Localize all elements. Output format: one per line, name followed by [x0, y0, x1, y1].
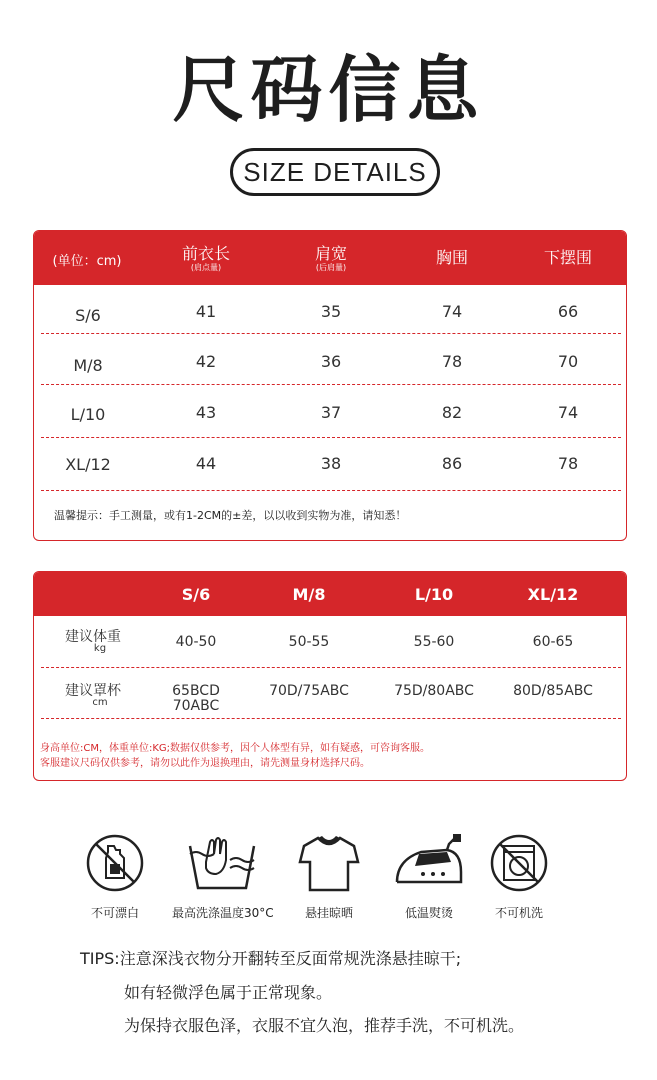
row-divider [41, 718, 621, 719]
value-cell: 36 [320, 352, 342, 371]
hang-dry-icon [296, 832, 362, 894]
value-cell: 74 [441, 302, 463, 321]
row-divider [41, 437, 621, 438]
size-cell: L/10 [70, 405, 106, 424]
column-header: 前衣长 (肩点量) [181, 244, 230, 272]
care-item: 不可机洗 [469, 832, 569, 921]
value-cell: 43 [195, 403, 217, 422]
tips-line: TIPS:注意深浅衣物分开翻转至反面常规洗涤悬挂晾干; [80, 949, 462, 968]
column-header: 胸围 [435, 248, 468, 267]
value-cell: 42 [195, 352, 217, 371]
value-cell: 65BCD 70ABC [172, 683, 220, 714]
value-cell: 66 [557, 302, 579, 321]
value-cell: 74 [557, 403, 579, 422]
row-divider [41, 333, 621, 334]
value-cell: 75D/80ABC [394, 683, 474, 699]
hand-wash-icon [184, 832, 260, 894]
value-cell: 37 [320, 403, 342, 422]
recommend-note: 身高单位:CM，体重单位:KG;数据仅供参考，因个人体型有异，如有疑惑，可咨询客服。 [40, 743, 431, 754]
tips-line: 为保持衣服色泽，衣服不宜久泡，推荐手洗，不可机洗。 [124, 1016, 525, 1035]
column-header: 肩宽 (后肩量) [314, 244, 347, 272]
value-cell: 35 [320, 302, 342, 321]
value-cell: 78 [557, 454, 579, 473]
value-cell: 78 [441, 352, 463, 371]
value-cell: 50-55 [288, 634, 330, 650]
row-label: 建议罩杯 cm [65, 683, 121, 708]
unit-label: (单位：cm) [52, 254, 122, 269]
value-cell: 40-50 [175, 634, 217, 650]
value-cell: 60-65 [532, 634, 574, 650]
size-header: S/6 [181, 585, 211, 604]
value-cell: 70D/75ABC [269, 683, 349, 699]
no-bleach-icon [84, 832, 146, 894]
row-divider [41, 490, 621, 491]
low-iron-icon [391, 832, 467, 894]
care-item: 最高洗涤温度30°C [172, 832, 272, 921]
size-table-header [34, 231, 626, 285]
tips-line: 如有轻微浮色属于正常现象。 [124, 983, 333, 1002]
size-header: L/10 [414, 585, 454, 604]
recommend-note: 客服建议尺码仅供参考，请勿以此作为退换理由，请先测量身材选择尺码。 [40, 758, 370, 769]
size-table [33, 230, 627, 541]
size-header: XL/12 [527, 585, 579, 604]
care-item: 悬挂晾晒 [279, 832, 379, 921]
column-header: 下摆围 [543, 248, 592, 267]
size-details-badge: SIZE DETAILS [230, 148, 440, 196]
size-header: M/8 [292, 585, 326, 604]
row-divider [41, 667, 621, 668]
recommend-table [33, 571, 627, 781]
value-cell: 70 [557, 352, 579, 371]
size-cell: M/8 [73, 356, 103, 375]
value-cell: 55-60 [413, 634, 455, 650]
no-machine-wash-icon [488, 832, 550, 894]
care-item: 低温熨烫 [379, 832, 479, 921]
value-cell: 86 [441, 454, 463, 473]
value-cell: 82 [441, 403, 463, 422]
value-cell: 80D/85ABC [513, 683, 593, 699]
value-cell: 41 [195, 302, 217, 321]
value-cell: 44 [195, 454, 217, 473]
size-cell: S/6 [75, 306, 101, 325]
measure-note: 温馨提示：手工测量，或有1-2CM的±差，以以收到实物为准，请知悉！ [54, 509, 407, 522]
size-cell: XL/12 [65, 455, 111, 474]
row-divider [41, 384, 621, 385]
recommend-table-header [34, 572, 626, 616]
row-label: 建议体重 kg [65, 629, 121, 654]
care-item: 不可漂白 [65, 832, 165, 921]
page-title: 尺码信息 [172, 48, 485, 132]
value-cell: 38 [320, 454, 342, 473]
